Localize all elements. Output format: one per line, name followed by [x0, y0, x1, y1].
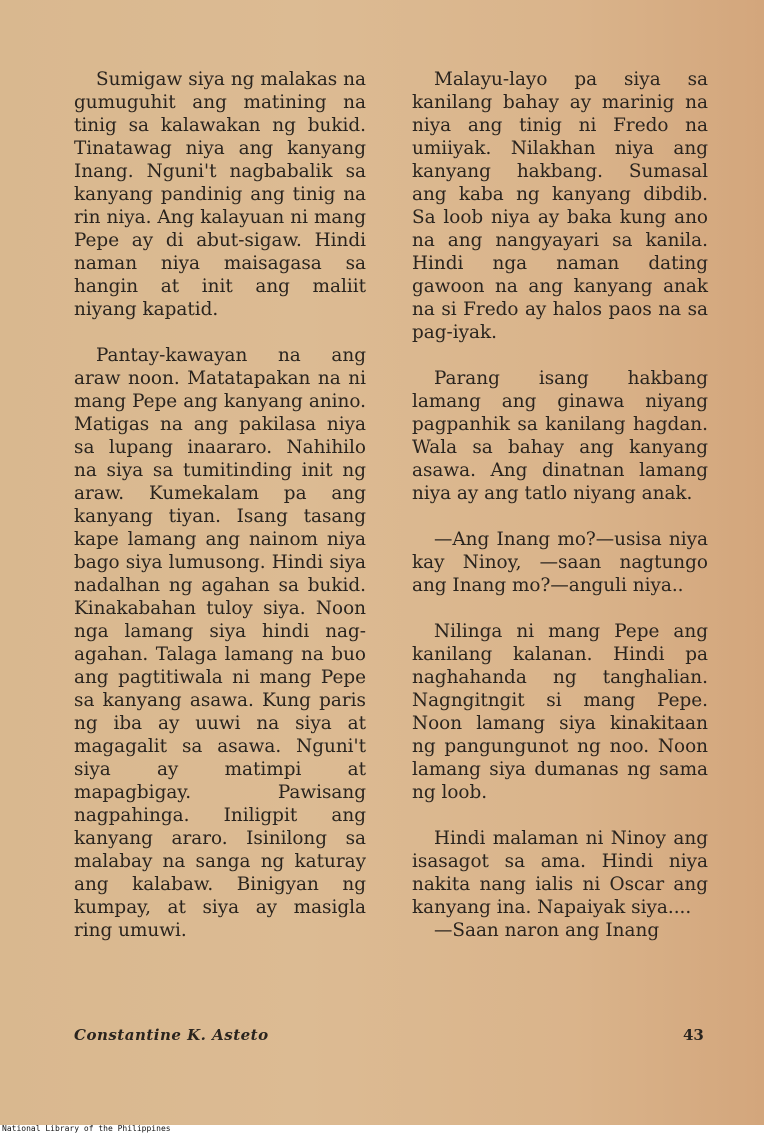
right-column	[412, 68, 708, 942]
page-number: 43	[683, 1026, 704, 1044]
paragraph: Nilinga ni mang Pepe ang kanilang kalanan. Hindi pa naghahanda ng tanghalian. Nagngitngit si mang Pepe. Noon lamang siya kinakitaan ng pangungunot ng noo. Noon lamang siya dumanas ng sama ng loob.	[412, 621, 708, 803]
author-name: Constantine K. Asteto	[74, 1026, 269, 1044]
paragraph: —Ang Inang mo?—usisa niya kay Ninoy, —saan nagtungo ang Inang mo?—anguli niya..	[412, 529, 708, 596]
paragraph: Parang isang hakbang lamang ang ginawa niyang pagpanhik sa kanilang hagdan. Wala sa bahay ang kanyang asawa. Ang dinatnan lamang niya ay ang tatlo niyang anak.	[412, 368, 708, 504]
paragraph: —Saan naron ang Inang	[434, 920, 660, 941]
left-column	[74, 68, 366, 942]
paragraph: Pantay-kawayan na ang araw noon. Matatapakan na ni mang Pepe ang kanyang anino. Matigas na ang pakilasa niya sa lupang inaararo. Nahihilo na siya sa tumitinding init ng araw. Kumekalam pa ang kanyang tiyan. Isang tasang kape lamang ang nainom niya bago siya lumusong. Hindi siya nadalhan ng agahan sa bukid. Kinakabahan tuloy siya. Noon nga lamang siya hindi nag-agahan. Talaga lamang na buo ang pagtitiwala ni mang Pepe sa kanyang asawa. Kung paris ng iba ay uuwi na siya at magagalit sa asawa. Nguni't siya ay matimpi at mapagbigay. Pawisang nagpahinga. Iniligpit ang kanyang araro. Isinilong sa malabay na sanga ng katuray ang kalabaw. Binigyan ng kumpay, at siya ay masigla ring umuwi.	[74, 345, 366, 941]
paragraph: Malayu-layo pa siya sa kanilang bahay ay marinig na niya ang tinig ni Fredo na umiiyak. Nilakhan niya ang kanyang hakbang. Sumasal ang kaba ng kanyang dibdib. Sa loob niya ay baka kung ano na ang nangyayari sa kanila. Hindi nga naman dating gawoon na ang kanyang anak na si Fredo ay halos paos na sa pag-iyak.	[412, 69, 708, 343]
paragraph: Sumigaw siya ng malakas na gumuguhit ang matining na tinig sa kalawakan ng bukid. Tinatawag niya ang kanyang Inang. Nguni't nagbabalik sa kanyang pandinig ang tinig na rin niya. Ang kalayuan ni mang Pepe ay di abut-sigaw. Hindi naman niya maisagasa sa hangin at init ang maliit niyang kapatid.	[74, 69, 366, 320]
library-credit: National Library of the Philippines	[2, 1124, 171, 1133]
paragraph: Hindi malaman ni Ninoy ang isasagot sa ama. Hindi niya nakita nang ialis ni Oscar ang kanyang ina. Napaiyak siya....	[412, 828, 708, 918]
